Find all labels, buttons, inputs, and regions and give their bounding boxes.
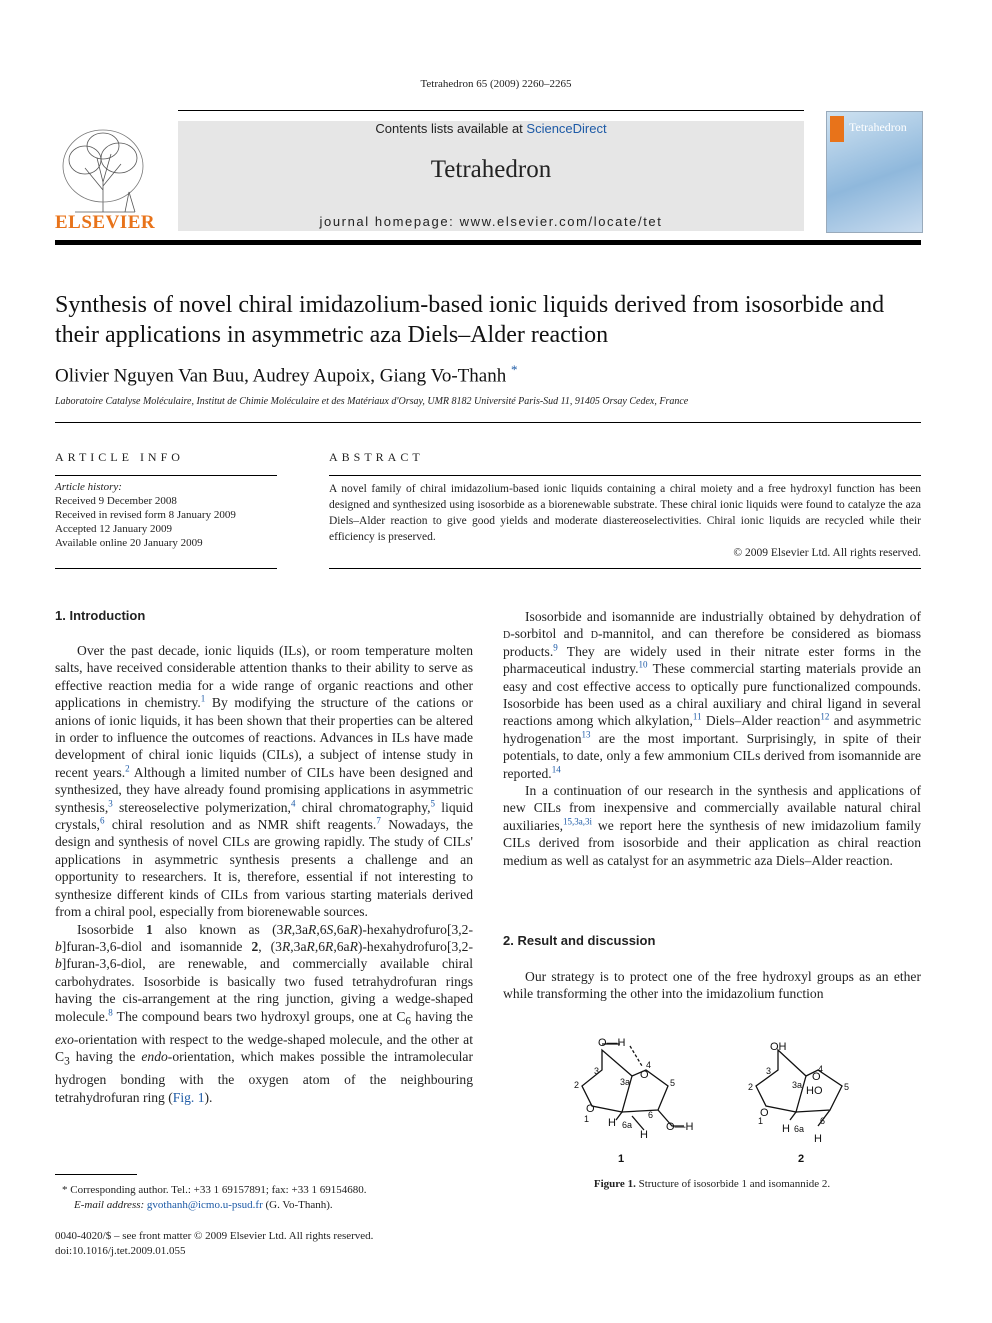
publisher-name: ELSEVIER bbox=[55, 212, 156, 233]
result-paragraph-1: Our strategy is to protect one of the free hydroxyl groups as an ether while transforming the other into the imidazolium function bbox=[503, 969, 921, 1002]
email-link[interactable]: gvothanh@icmo.u-psud.fr bbox=[146, 1199, 263, 1211]
right-column-text bbox=[503, 608, 921, 869]
online-date: Available online 20 January 2009 bbox=[55, 537, 203, 549]
abstract-text: A novel family of chiral imidazolium-based ionic liquids containing a chiral moiety and a free hydroxyl function has been designed and synthesized using isosorbide as a biorenewable substrate. These chiral ionic liquids were found to catalyze the aza Diels–Alder reaction to give good yields and moderate diastereoselectivities. Chiral ionic liquids are recycled while their efficiency is preserved. bbox=[329, 483, 921, 543]
header-thick-rule bbox=[55, 240, 921, 245]
received-date: Received 9 December 2008 bbox=[55, 495, 177, 507]
svg-text:H: H bbox=[608, 1117, 616, 1129]
issn-line: 0040-4020/$ – see front matter © 2009 Elsevier Ltd. All rights reserved. bbox=[55, 1230, 374, 1242]
atom-oh-2: OH bbox=[770, 1041, 787, 1053]
publication-info bbox=[55, 1229, 373, 1259]
compound-label-1: 1 bbox=[618, 1153, 625, 1165]
contents-line bbox=[178, 121, 804, 136]
cover-title: Tetrahedron bbox=[849, 120, 907, 134]
svg-text:6a: 6a bbox=[794, 1124, 805, 1134]
header-rule bbox=[178, 110, 804, 111]
svg-text:1: 1 bbox=[758, 1116, 764, 1126]
journal-homepage[interactable]: journal homepage: www.elsevier.com/locate/tet bbox=[319, 214, 663, 229]
intro-paragraph-4: In a continuation of our research in the synthesis and applications of new CILs from inexpensive and commercially available natural chiral auxiliaries,$^{15,3a,3i}$ we report here the synthesis of new imidazolium family CILs derived from isosorbide and their application as chiral reaction medium as well as catalyst for an asymmetric aza Diels–Alder reaction. bbox=[503, 783, 921, 868]
figure-1-caption bbox=[503, 1178, 921, 1190]
affiliation: Laboratoire Catalyse Moléculaire, Institut de Chimie Moléculaire et des Matériaux d'Orsay, UMR 8182 Université Paris-Sud 11, 91405 Orsay Cedex, France bbox=[55, 396, 689, 407]
atom-oh-1: O—H bbox=[598, 1037, 626, 1049]
figure-caption-text: Structure of isosorbide 1 and isomannide 2. bbox=[638, 1178, 831, 1190]
section-2-text bbox=[503, 968, 921, 1003]
svg-text:O: O bbox=[812, 1071, 821, 1083]
authors: Olivier Nguyen Van Buu, Audrey Aupoix, Giang Vo-Thanh bbox=[55, 365, 507, 387]
svg-text:2: 2 bbox=[748, 1082, 754, 1092]
intro-paragraph-1: Over the past decade, ionic liquids (ILs), or room temperature molten salts, have received considerable attention thanks to their ability to serve as effective reaction media for a wide range of organic reactions and other applications in chemistry.$^1$ By modifying the structure of the cations or anions of ionic liquids, it has been shown that their properties can be altered in order to influence the outcomes of reactions. Advances in ILs have made development of chiral ionic liquids (CILs), a subject of intense study in recent years.$^2$ Although a limited number of CILs have been designed and synthesized, they have already found promising applications in asymmetric synthesis,$^3$ stereoselective polymerization,$^4$ chiral chromatography,$^5$ liquid crystals,$^6$ chiral resolution and as NMR shift reagents.$^7$ Nowadays, the design and synthesis of novel CILs are growing rapidly. The study of CILs' applications in asymmetric synthesis presents a challenge and an opportunity to researchers. It is, therefore, essential if not interesting to synthesize different kinds of CILs from various starting materials derived from a chiral pool, especially from biorenewable sources. bbox=[55, 643, 474, 920]
figure-1-structures bbox=[560, 1030, 880, 1170]
svg-text:6a: 6a bbox=[622, 1120, 633, 1130]
section-2-heading: 2. Result and discussion bbox=[503, 933, 656, 948]
svg-text:3: 3 bbox=[766, 1066, 772, 1076]
h-bond-2 bbox=[790, 1112, 796, 1120]
svg-text:O: O bbox=[640, 1069, 649, 1081]
abstract-heading: ABSTRACT bbox=[329, 450, 424, 464]
left-column-text bbox=[55, 642, 473, 1106]
svg-text:3a: 3a bbox=[792, 1080, 803, 1090]
svg-text:6: 6 bbox=[820, 1116, 826, 1126]
doi-line[interactable]: doi:10.1016/j.tet.2009.01.055 bbox=[55, 1245, 186, 1257]
svg-text:3a: 3a bbox=[620, 1077, 631, 1087]
svg-text:H: H bbox=[640, 1129, 648, 1141]
history-label: Article history: bbox=[55, 481, 122, 493]
article-title: Synthesis of novel chiral imidazolium-based ionic liquids derived from isosorbide and their applications in asymmetric aza Diels–Alder reaction bbox=[55, 292, 885, 348]
title-rule bbox=[55, 422, 921, 423]
abstract-rule bbox=[329, 475, 921, 476]
corresponding-text: Corresponding author. Tel.: +33 1 69157891; fax: +33 1 69154680. bbox=[70, 1184, 367, 1196]
email-label: E-mail address: bbox=[74, 1199, 145, 1211]
svg-text:4: 4 bbox=[818, 1064, 824, 1074]
abstract-bottom-rule bbox=[329, 568, 921, 569]
cover-strip bbox=[830, 116, 844, 142]
svg-text:O: O bbox=[586, 1103, 595, 1115]
corresponding-author-mark[interactable]: * bbox=[510, 362, 518, 377]
author-list bbox=[55, 362, 517, 387]
svg-text:4: 4 bbox=[646, 1060, 652, 1070]
svg-text:5: 5 bbox=[670, 1078, 676, 1088]
figure-caption-label: Figure 1. bbox=[593, 1178, 636, 1190]
svg-text:1: 1 bbox=[584, 1114, 590, 1124]
svg-text:5: 5 bbox=[844, 1082, 850, 1092]
svg-text:2: 2 bbox=[574, 1080, 580, 1090]
section-1-heading: 1. Introduction bbox=[55, 608, 146, 623]
svg-text:O: O bbox=[760, 1107, 769, 1119]
corresponding-footnote: * Corresponding author. Tel.: +33 1 69157891; fax: +33 1 69154680. E-mail address: gvothanh@icmo.u-psud.fr (G. Vo-Thanh). bbox=[62, 1184, 367, 1211]
svg-text:6: 6 bbox=[648, 1110, 654, 1120]
svg-text:O—H: O—H bbox=[666, 1121, 694, 1133]
contents-prefix: Contents lists available at bbox=[375, 121, 527, 136]
journal-name: Tetrahedron bbox=[430, 156, 552, 183]
article-history bbox=[55, 480, 236, 550]
abstract-body bbox=[329, 481, 921, 561]
compound-label-2: 2 bbox=[798, 1153, 805, 1165]
svg-text:H: H bbox=[814, 1133, 822, 1145]
article-info-bottom-rule bbox=[55, 568, 277, 569]
svg-text:H: H bbox=[782, 1123, 790, 1135]
abstract-copyright: © 2009 Elsevier Ltd. All rights reserved. bbox=[733, 547, 921, 559]
revised-date: Received in revised form 8 January 2009 bbox=[55, 509, 236, 521]
accepted-date: Accepted 12 January 2009 bbox=[55, 523, 172, 535]
article-info-heading: ARTICLE INFO bbox=[55, 450, 184, 464]
hbond-1 bbox=[630, 1046, 642, 1066]
journal-cover-image bbox=[826, 111, 923, 233]
journal-reference: Tetrahedron 65 (2009) 2260–2265 bbox=[420, 78, 572, 90]
svg-text:3: 3 bbox=[594, 1066, 600, 1076]
article-info-rule bbox=[55, 475, 277, 476]
intro-paragraph-2: Isosorbide 1 also known as (3R,3aR,6S,6aR)-hexahydrofuro[3,2-b]furan-3,6-diol and isomannide 2, (3R,3aR,6R,6aR)-hexahydrofuro[3,2-b]furan-3,6-diol, are renewable, and commercially available chiral carbohydrates. Isosorbide is basically two fused tetrahydrofuran rings having the cis-arrangement at the ring junction, giving a wedge-shaped molecule.$^8$ The compound bears two hydroxyl groups, one at $C_6$ having the exo-orientation with respect to the wedge-shaped molecule, and the other at $C_3$ having the endo-orientation, which makes possible the intramolecular hydrogen bonding with the oxygen atom of the neighbouring tetrahydrofuran ring (Fig. 1). bbox=[55, 921, 473, 1105]
email-suffix: (G. Vo-Thanh). bbox=[265, 1199, 333, 1211]
atom-ho-2: HO bbox=[806, 1085, 823, 1097]
intro-paragraph-3: Isosorbide and isomannide are industrially obtained by dehydration of d-sorbitol and d-mannitol, and can therefore be considered as biomass products.$^9$ They are widely used in their nitrate ester forms in the pharmaceutical industry.$^{10}$ These commercial starting materials provide an easy and cost effective access to optically pure functionalized compounds. Isosorbide has been used as a chiral auxiliary and chiral ligand in several reactions among which alkylation,$^{11}$ Diels–Alder reaction$^{12}$ and asymmetric hydrogenation$^{13}$ are the most important. Surprisingly, in spite of their potentials, to date, only a few ammonium CILs derived from isomannide are reported.$^{14}$ bbox=[503, 609, 921, 781]
sciencedirect-link[interactable]: ScienceDirect bbox=[526, 121, 607, 136]
footnote-rule bbox=[55, 1174, 137, 1175]
